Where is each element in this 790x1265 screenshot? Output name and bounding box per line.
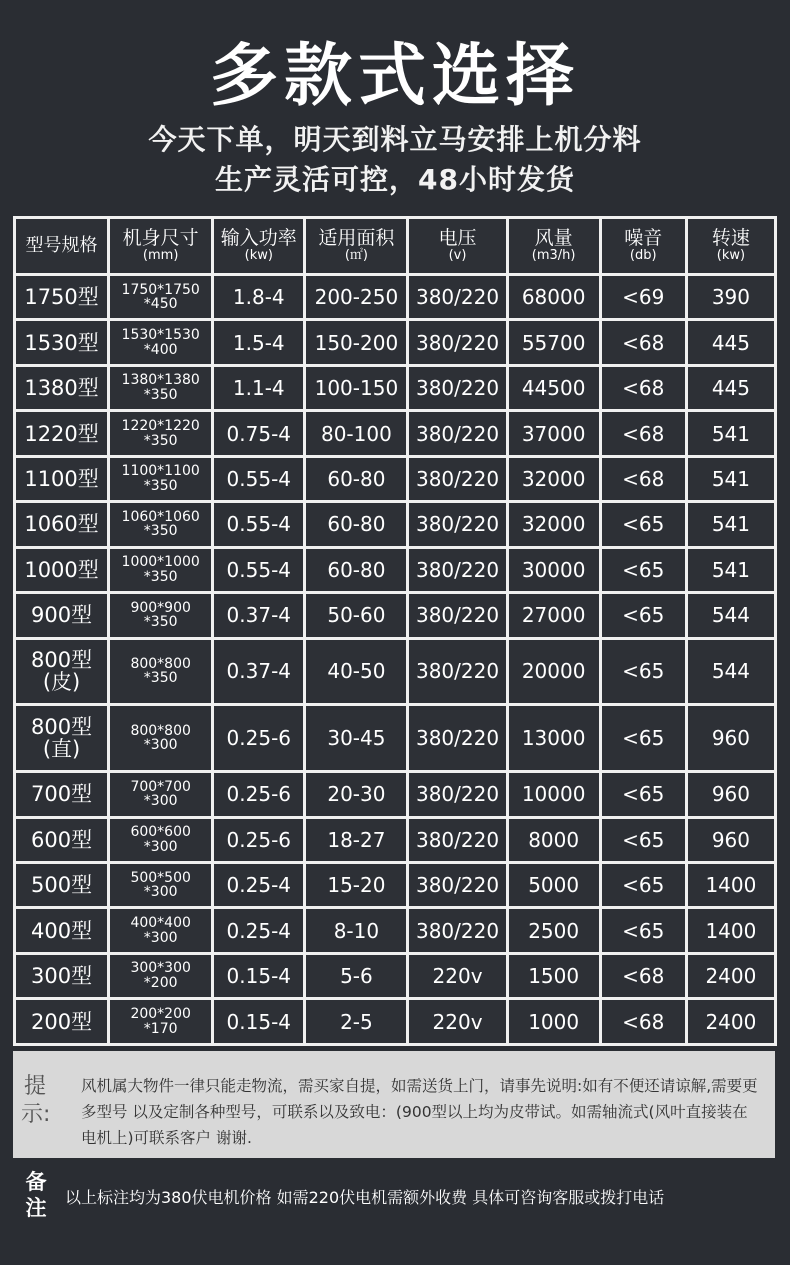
voltage-cell: 380/220 <box>409 773 505 815</box>
airflow-cell: 55700 <box>509 321 599 363</box>
size-line: *300 <box>143 793 178 810</box>
size-cell <box>110 955 211 997</box>
noise-cell: <68 <box>602 321 685 363</box>
model-cell <box>16 276 107 318</box>
power-cell: 0.37-4 <box>214 594 303 636</box>
airflow-cell: 27000 <box>509 594 599 636</box>
model-cell <box>16 1000 107 1043</box>
size-line: *300 <box>143 884 178 901</box>
header-label: 电压 <box>438 227 477 250</box>
speed-cell: 2400 <box>688 955 774 997</box>
size-line: 800*800 <box>130 655 191 672</box>
table-header-cell <box>110 219 211 273</box>
table-header-cell <box>409 219 505 273</box>
size-line: *350 <box>143 478 178 495</box>
model-cell <box>16 594 107 636</box>
notice-box <box>13 1051 775 1158</box>
table-header-cell <box>16 219 107 273</box>
model-cell <box>16 503 107 545</box>
notice-text: 风机属大物件一律只能走物流，需买家自提，如需送货上门，请事先说明:如有不便还请谅解,需要更多型号 以及定制各种型号，可联系以及致电：(900型以上均为皮带试。如需轴流式(风叶直接装在电机上)可联系客户 谢谢. <box>81 1077 758 1147</box>
voltage-cell: 380/220 <box>409 864 505 906</box>
power-cell: 1.5-4 <box>214 321 303 363</box>
area-cell: 150-200 <box>306 321 406 363</box>
voltage-cell: 220v <box>409 955 505 997</box>
table-row <box>16 458 774 500</box>
power-cell: 0.15-4 <box>214 1000 303 1043</box>
area-cell: 100-150 <box>306 367 406 409</box>
header-label: 机身尺寸 <box>122 227 199 250</box>
airflow-cell: 2500 <box>509 909 599 951</box>
speed-cell: 390 <box>688 276 774 318</box>
airflow-cell: 1500 <box>509 955 599 997</box>
voltage-cell: 380/220 <box>409 412 505 454</box>
model-name: 1060型 <box>24 512 99 537</box>
speed-cell: 1400 <box>688 909 774 951</box>
table-row <box>16 773 774 815</box>
size-line: *350 <box>143 523 178 540</box>
size-line: *170 <box>143 1020 178 1037</box>
size-line: *350 <box>143 568 178 585</box>
table-header-cell <box>214 219 303 273</box>
table-header-row <box>16 219 774 273</box>
power-cell: 0.25-6 <box>214 819 303 861</box>
airflow-cell: 20000 <box>509 640 599 704</box>
area-cell: 20-30 <box>306 773 406 815</box>
table-row <box>16 412 774 454</box>
model-cell <box>16 864 107 906</box>
noise-cell: <65 <box>602 864 685 906</box>
power-cell: 0.25-6 <box>214 706 303 770</box>
voltage-cell: 380/220 <box>409 909 505 951</box>
header-label: 风量 <box>534 227 573 250</box>
area-cell: 15-20 <box>306 864 406 906</box>
voltage-cell: 380/220 <box>409 458 505 500</box>
noise-cell: <68 <box>602 367 685 409</box>
noise-cell: <65 <box>602 819 685 861</box>
model-variant: (直) <box>42 737 81 762</box>
voltage-cell: 380/220 <box>409 706 505 770</box>
area-cell: 60-80 <box>306 458 406 500</box>
power-cell: 1.1-4 <box>214 367 303 409</box>
table-row <box>16 864 774 906</box>
size-line: *350 <box>143 387 178 404</box>
voltage-cell: 380/220 <box>409 503 505 545</box>
table-row <box>16 367 774 409</box>
model-name: 700型 <box>31 782 93 807</box>
size-line: 300*300 <box>130 960 191 977</box>
size-cell <box>110 864 211 906</box>
model-name: 400型 <box>31 918 93 943</box>
power-cell: 0.37-4 <box>214 640 303 704</box>
airflow-cell: 32000 <box>509 503 599 545</box>
power-cell: 0.25-4 <box>214 909 303 951</box>
area-cell: 2-5 <box>306 1000 406 1043</box>
table-row <box>16 909 774 951</box>
header-unit: (㎡) <box>344 248 368 264</box>
power-cell: 0.25-4 <box>214 864 303 906</box>
table-row <box>16 706 774 770</box>
noise-cell: <65 <box>602 549 685 591</box>
model-cell <box>16 909 107 951</box>
remark-label: 备注 <box>25 1170 47 1220</box>
notice-label: 提示: <box>21 1074 51 1127</box>
power-cell: 0.55-4 <box>214 549 303 591</box>
size-cell <box>110 503 211 545</box>
model-cell <box>16 412 107 454</box>
size-line: 900*900 <box>130 599 191 616</box>
area-cell: 30-45 <box>306 706 406 770</box>
size-cell <box>110 594 211 636</box>
model-name: 800型 <box>31 715 93 740</box>
model-name: 600型 <box>31 827 93 852</box>
table-row <box>16 503 774 545</box>
table-row <box>16 321 774 363</box>
size-cell <box>110 1000 211 1043</box>
noise-cell: <65 <box>602 773 685 815</box>
header-label: 噪音 <box>624 227 663 250</box>
size-line: 1220*1220 <box>121 417 200 434</box>
airflow-cell: 5000 <box>509 864 599 906</box>
model-cell <box>16 549 107 591</box>
power-cell: 0.25-6 <box>214 773 303 815</box>
model-name: 800型 <box>31 648 93 673</box>
size-line: 500*500 <box>130 869 191 886</box>
voltage-cell: 380/220 <box>409 321 505 363</box>
area-cell: 18-27 <box>306 819 406 861</box>
size-line: 1380*1380 <box>121 372 200 389</box>
size-cell <box>110 276 211 318</box>
size-line: *300 <box>143 737 178 754</box>
noise-cell: <65 <box>602 909 685 951</box>
size-line: *400 <box>143 341 178 358</box>
size-line: *350 <box>143 432 178 449</box>
noise-cell: <65 <box>602 503 685 545</box>
speed-cell: 445 <box>688 321 774 363</box>
model-name: 200型 <box>31 1009 93 1034</box>
size-cell <box>110 367 211 409</box>
airflow-cell: 13000 <box>509 706 599 770</box>
size-line: *350 <box>143 670 178 687</box>
voltage-cell: 380/220 <box>409 549 505 591</box>
speed-cell: 544 <box>688 594 774 636</box>
model-cell <box>16 773 107 815</box>
header-label: 适用面积 <box>318 227 395 250</box>
table-header-cell <box>602 219 685 273</box>
header-label: 型号规格 <box>25 234 98 256</box>
size-cell <box>110 819 211 861</box>
airflow-cell: 10000 <box>509 773 599 815</box>
spec-table-container <box>13 216 777 1046</box>
table-row <box>16 955 774 997</box>
model-cell <box>16 706 107 770</box>
speed-cell: 541 <box>688 412 774 454</box>
model-cell <box>16 640 107 704</box>
airflow-cell: 30000 <box>509 549 599 591</box>
size-line: 200*200 <box>130 1005 191 1022</box>
model-cell <box>16 819 107 861</box>
noise-cell: <68 <box>602 955 685 997</box>
size-line: 400*400 <box>130 914 191 931</box>
area-cell: 50-60 <box>306 594 406 636</box>
model-name: 500型 <box>31 873 93 898</box>
page-title: 多款式选择 <box>209 37 580 116</box>
model-cell <box>16 955 107 997</box>
size-cell <box>110 909 211 951</box>
model-variant: (皮) <box>42 670 81 695</box>
remark-box <box>13 1160 775 1232</box>
noise-cell: <65 <box>602 640 685 704</box>
header-label: 输入功率 <box>220 227 297 250</box>
area-cell: 80-100 <box>306 412 406 454</box>
airflow-cell: 32000 <box>509 458 599 500</box>
remark-text: 以上标注均为380伏电机价格 如需220伏电机需额外收费 具体可咨询客服或拨打电话 <box>65 1188 665 1207</box>
table-header-cell <box>306 219 406 273</box>
size-cell <box>110 549 211 591</box>
speed-cell: 541 <box>688 503 774 545</box>
size-cell <box>110 773 211 815</box>
header-unit: (db) <box>629 248 657 264</box>
airflow-cell: 8000 <box>509 819 599 861</box>
header-unit: (v) <box>448 248 467 264</box>
header-unit: (kw) <box>244 248 273 264</box>
size-line: *200 <box>143 975 178 992</box>
size-line: 1060*1060 <box>121 508 200 525</box>
size-line: *450 <box>143 296 178 313</box>
model-name: 300型 <box>31 964 93 989</box>
table-row <box>16 819 774 861</box>
speed-cell: 544 <box>688 640 774 704</box>
table-row <box>16 1000 774 1043</box>
size-line: *300 <box>143 838 178 855</box>
model-name: 1000型 <box>24 557 99 582</box>
voltage-cell: 380/220 <box>409 819 505 861</box>
model-name: 1380型 <box>24 376 99 401</box>
model-name: 1220型 <box>24 421 99 446</box>
power-cell: 0.15-4 <box>214 955 303 997</box>
speed-cell: 960 <box>688 819 774 861</box>
area-cell: 200-250 <box>306 276 406 318</box>
noise-cell: <68 <box>602 458 685 500</box>
table-row <box>16 549 774 591</box>
size-cell <box>110 458 211 500</box>
header-unit: (mm) <box>142 248 179 264</box>
power-cell: 0.55-4 <box>214 503 303 545</box>
noise-cell: <69 <box>602 276 685 318</box>
size-cell <box>110 412 211 454</box>
subtitle-line-1: 今天下单，明天到料立马安排上机分料 <box>148 123 642 156</box>
size-line: 1750*1750 <box>121 281 200 298</box>
power-cell: 0.75-4 <box>214 412 303 454</box>
table-row <box>16 640 774 704</box>
speed-cell: 1400 <box>688 864 774 906</box>
subtitle-line-2: 生产灵活可控，48小时发货 <box>215 163 575 196</box>
size-line: *300 <box>143 929 178 946</box>
airflow-cell: 1000 <box>509 1000 599 1043</box>
power-cell: 1.8-4 <box>214 276 303 318</box>
table-header-cell <box>688 219 774 273</box>
airflow-cell: 37000 <box>509 412 599 454</box>
speed-cell: 2400 <box>688 1000 774 1043</box>
area-cell: 60-80 <box>306 503 406 545</box>
noise-cell: <68 <box>602 1000 685 1043</box>
size-line: 700*700 <box>130 778 191 795</box>
size-line: 600*600 <box>130 824 191 841</box>
speed-cell: 960 <box>688 706 774 770</box>
model-name: 1530型 <box>24 330 99 355</box>
size-cell <box>110 321 211 363</box>
airflow-cell: 44500 <box>509 367 599 409</box>
header-unit: (kw) <box>716 248 746 264</box>
size-line: 1530*1530 <box>121 326 200 343</box>
voltage-cell: 380/220 <box>409 594 505 636</box>
model-cell <box>16 321 107 363</box>
noise-cell: <65 <box>602 594 685 636</box>
area-cell: 40-50 <box>306 640 406 704</box>
voltage-cell: 380/220 <box>409 276 505 318</box>
voltage-cell: 220v <box>409 1000 505 1043</box>
size-line: 1100*1100 <box>121 463 200 480</box>
table-row <box>16 594 774 636</box>
model-cell <box>16 458 107 500</box>
area-cell: 60-80 <box>306 549 406 591</box>
header-unit: (m3/h) <box>531 248 576 264</box>
airflow-cell: 68000 <box>509 276 599 318</box>
header-label: 转速 <box>711 227 750 250</box>
spec-table <box>13 216 777 1046</box>
speed-cell: 541 <box>688 458 774 500</box>
size-cell <box>110 640 211 704</box>
size-cell <box>110 706 211 770</box>
area-cell: 8-10 <box>306 909 406 951</box>
area-cell: 5-6 <box>306 955 406 997</box>
size-line: 800*800 <box>130 722 191 739</box>
model-name: 900型 <box>31 603 93 628</box>
speed-cell: 541 <box>688 549 774 591</box>
model-name: 1750型 <box>24 285 99 310</box>
model-name: 1100型 <box>24 467 99 492</box>
power-cell: 0.55-4 <box>214 458 303 500</box>
noise-cell: <68 <box>602 412 685 454</box>
table-row <box>16 276 774 318</box>
table-body <box>16 276 774 1043</box>
voltage-cell: 380/220 <box>409 640 505 704</box>
model-cell <box>16 367 107 409</box>
size-line: 1000*1000 <box>121 554 200 571</box>
voltage-cell: 380/220 <box>409 367 505 409</box>
size-line: *350 <box>143 614 178 631</box>
noise-cell: <65 <box>602 706 685 770</box>
speed-cell: 445 <box>688 367 774 409</box>
table-header-cell <box>509 219 599 273</box>
speed-cell: 960 <box>688 773 774 815</box>
